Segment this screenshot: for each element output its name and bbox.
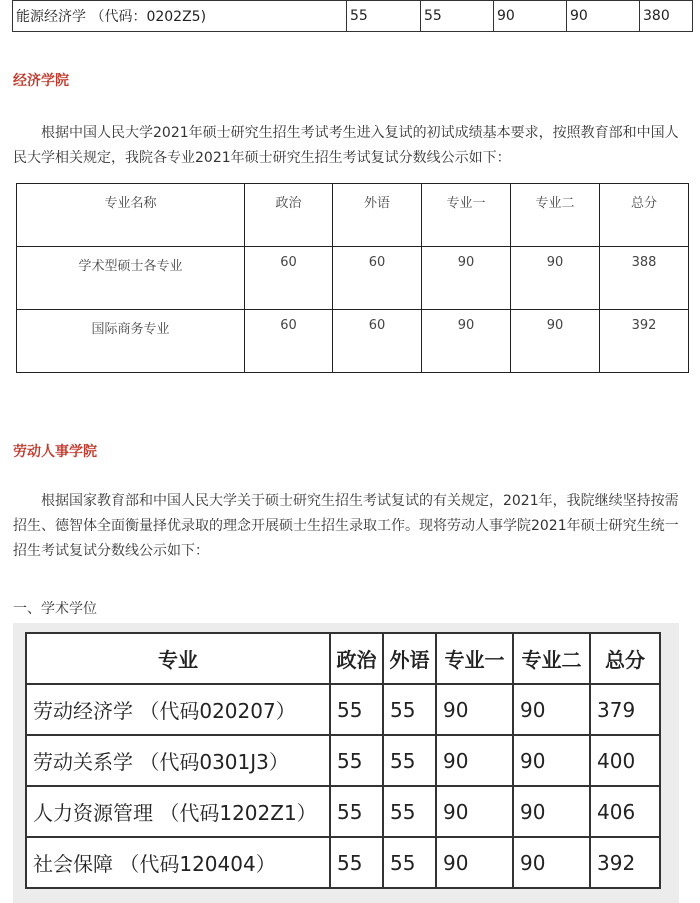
table-cell: 学术型硕士各专业 xyxy=(17,247,245,310)
table-header-row xyxy=(26,633,660,684)
table-row xyxy=(26,684,660,735)
table-cell: 55 xyxy=(421,1,494,32)
economics-score-table xyxy=(16,183,689,373)
table-cell: 392 xyxy=(590,837,660,888)
column-header: 专业二 xyxy=(511,184,600,247)
table-header-row xyxy=(17,184,689,247)
column-header: 外语 xyxy=(333,184,422,247)
table-cell: 55 xyxy=(383,786,436,837)
table-cell: 55 xyxy=(330,684,383,735)
table-cell: 400 xyxy=(590,735,660,786)
table-row xyxy=(13,1,693,32)
economics-intro: 根据中国人民大学2021年硕士研究生招生考试考生进入复试的初试成绩基本要求，按照教育部和中国人民大学相关规定，我院各专业2021年硕士研究生招生考试复试分数线公示如下： xyxy=(13,125,679,166)
table-cell: 388 xyxy=(600,247,689,310)
table-cell: 55 xyxy=(383,684,436,735)
table-cell: 90 xyxy=(436,684,513,735)
column-header: 政治 xyxy=(330,633,383,684)
table-cell: 406 xyxy=(590,786,660,837)
column-header: 政治 xyxy=(245,184,333,247)
table-cell: 90 xyxy=(494,1,567,32)
table-cell: 人力资源管理 （代码1202Z1） xyxy=(26,786,330,837)
column-header: 总分 xyxy=(590,633,660,684)
table-cell: 90 xyxy=(511,247,600,310)
table-cell: 劳动关系学 （代码0301J3） xyxy=(26,735,330,786)
labor-score-image xyxy=(13,623,679,903)
top-score-table xyxy=(12,0,693,32)
table-cell: 55 xyxy=(330,735,383,786)
column-header: 专业一 xyxy=(436,633,513,684)
table-cell: 90 xyxy=(422,310,511,373)
table-cell: 380 xyxy=(640,1,693,32)
table-cell: 90 xyxy=(513,684,590,735)
table-cell: 55 xyxy=(330,837,383,888)
table-cell: 90 xyxy=(436,786,513,837)
table-row xyxy=(26,735,660,786)
labor-score-table xyxy=(25,632,661,889)
subsection-title: 一、学术学位 xyxy=(13,601,97,617)
table-cell: 55 xyxy=(330,786,383,837)
table-cell: 社会保障 （代码120404） xyxy=(26,837,330,888)
table-cell: 55 xyxy=(383,837,436,888)
table-cell: 60 xyxy=(333,310,422,373)
table-cell: 90 xyxy=(511,310,600,373)
table-cell: 90 xyxy=(513,735,590,786)
table-cell: 379 xyxy=(590,684,660,735)
table-cell: 90 xyxy=(436,735,513,786)
table-cell: 劳动经济学 （代码020207） xyxy=(26,684,330,735)
column-header: 专业 xyxy=(26,633,330,684)
table-cell: 392 xyxy=(600,310,689,373)
column-header: 专业二 xyxy=(513,633,590,684)
table-row xyxy=(17,247,689,310)
table-cell: 60 xyxy=(245,310,333,373)
table-cell: 60 xyxy=(333,247,422,310)
column-header: 总分 xyxy=(600,184,689,247)
table-cell: 90 xyxy=(422,247,511,310)
table-cell: 国际商务专业 xyxy=(17,310,245,373)
section-title-economics: 经济学院 xyxy=(13,73,69,89)
table-cell: 90 xyxy=(567,1,640,32)
table-cell: 60 xyxy=(245,247,333,310)
section-title-labor: 劳动人事学院 xyxy=(13,444,97,460)
table-row xyxy=(17,310,689,373)
column-header: 专业一 xyxy=(422,184,511,247)
table-row xyxy=(26,786,660,837)
table-cell: 55 xyxy=(347,1,421,32)
table-row xyxy=(26,837,660,888)
table-cell: 90 xyxy=(513,786,590,837)
column-header: 外语 xyxy=(383,633,436,684)
table-cell: 90 xyxy=(513,837,590,888)
table-cell: 90 xyxy=(436,837,513,888)
column-header: 专业名称 xyxy=(17,184,245,247)
labor-intro: 根据国家教育部和中国人民大学关于硕士研究生招生考试复试的有关规定，2021年，我院继续坚持按需招生、德智体全面衡量择优录取的理念开展硕士生招生录取工作。现将劳动人事学院2021年硕士研究生统一招生考试复试分数线公示如下： xyxy=(13,493,679,559)
table-cell: 55 xyxy=(383,735,436,786)
table-cell: 能源经济学 （代码：0202Z5) xyxy=(13,1,347,32)
